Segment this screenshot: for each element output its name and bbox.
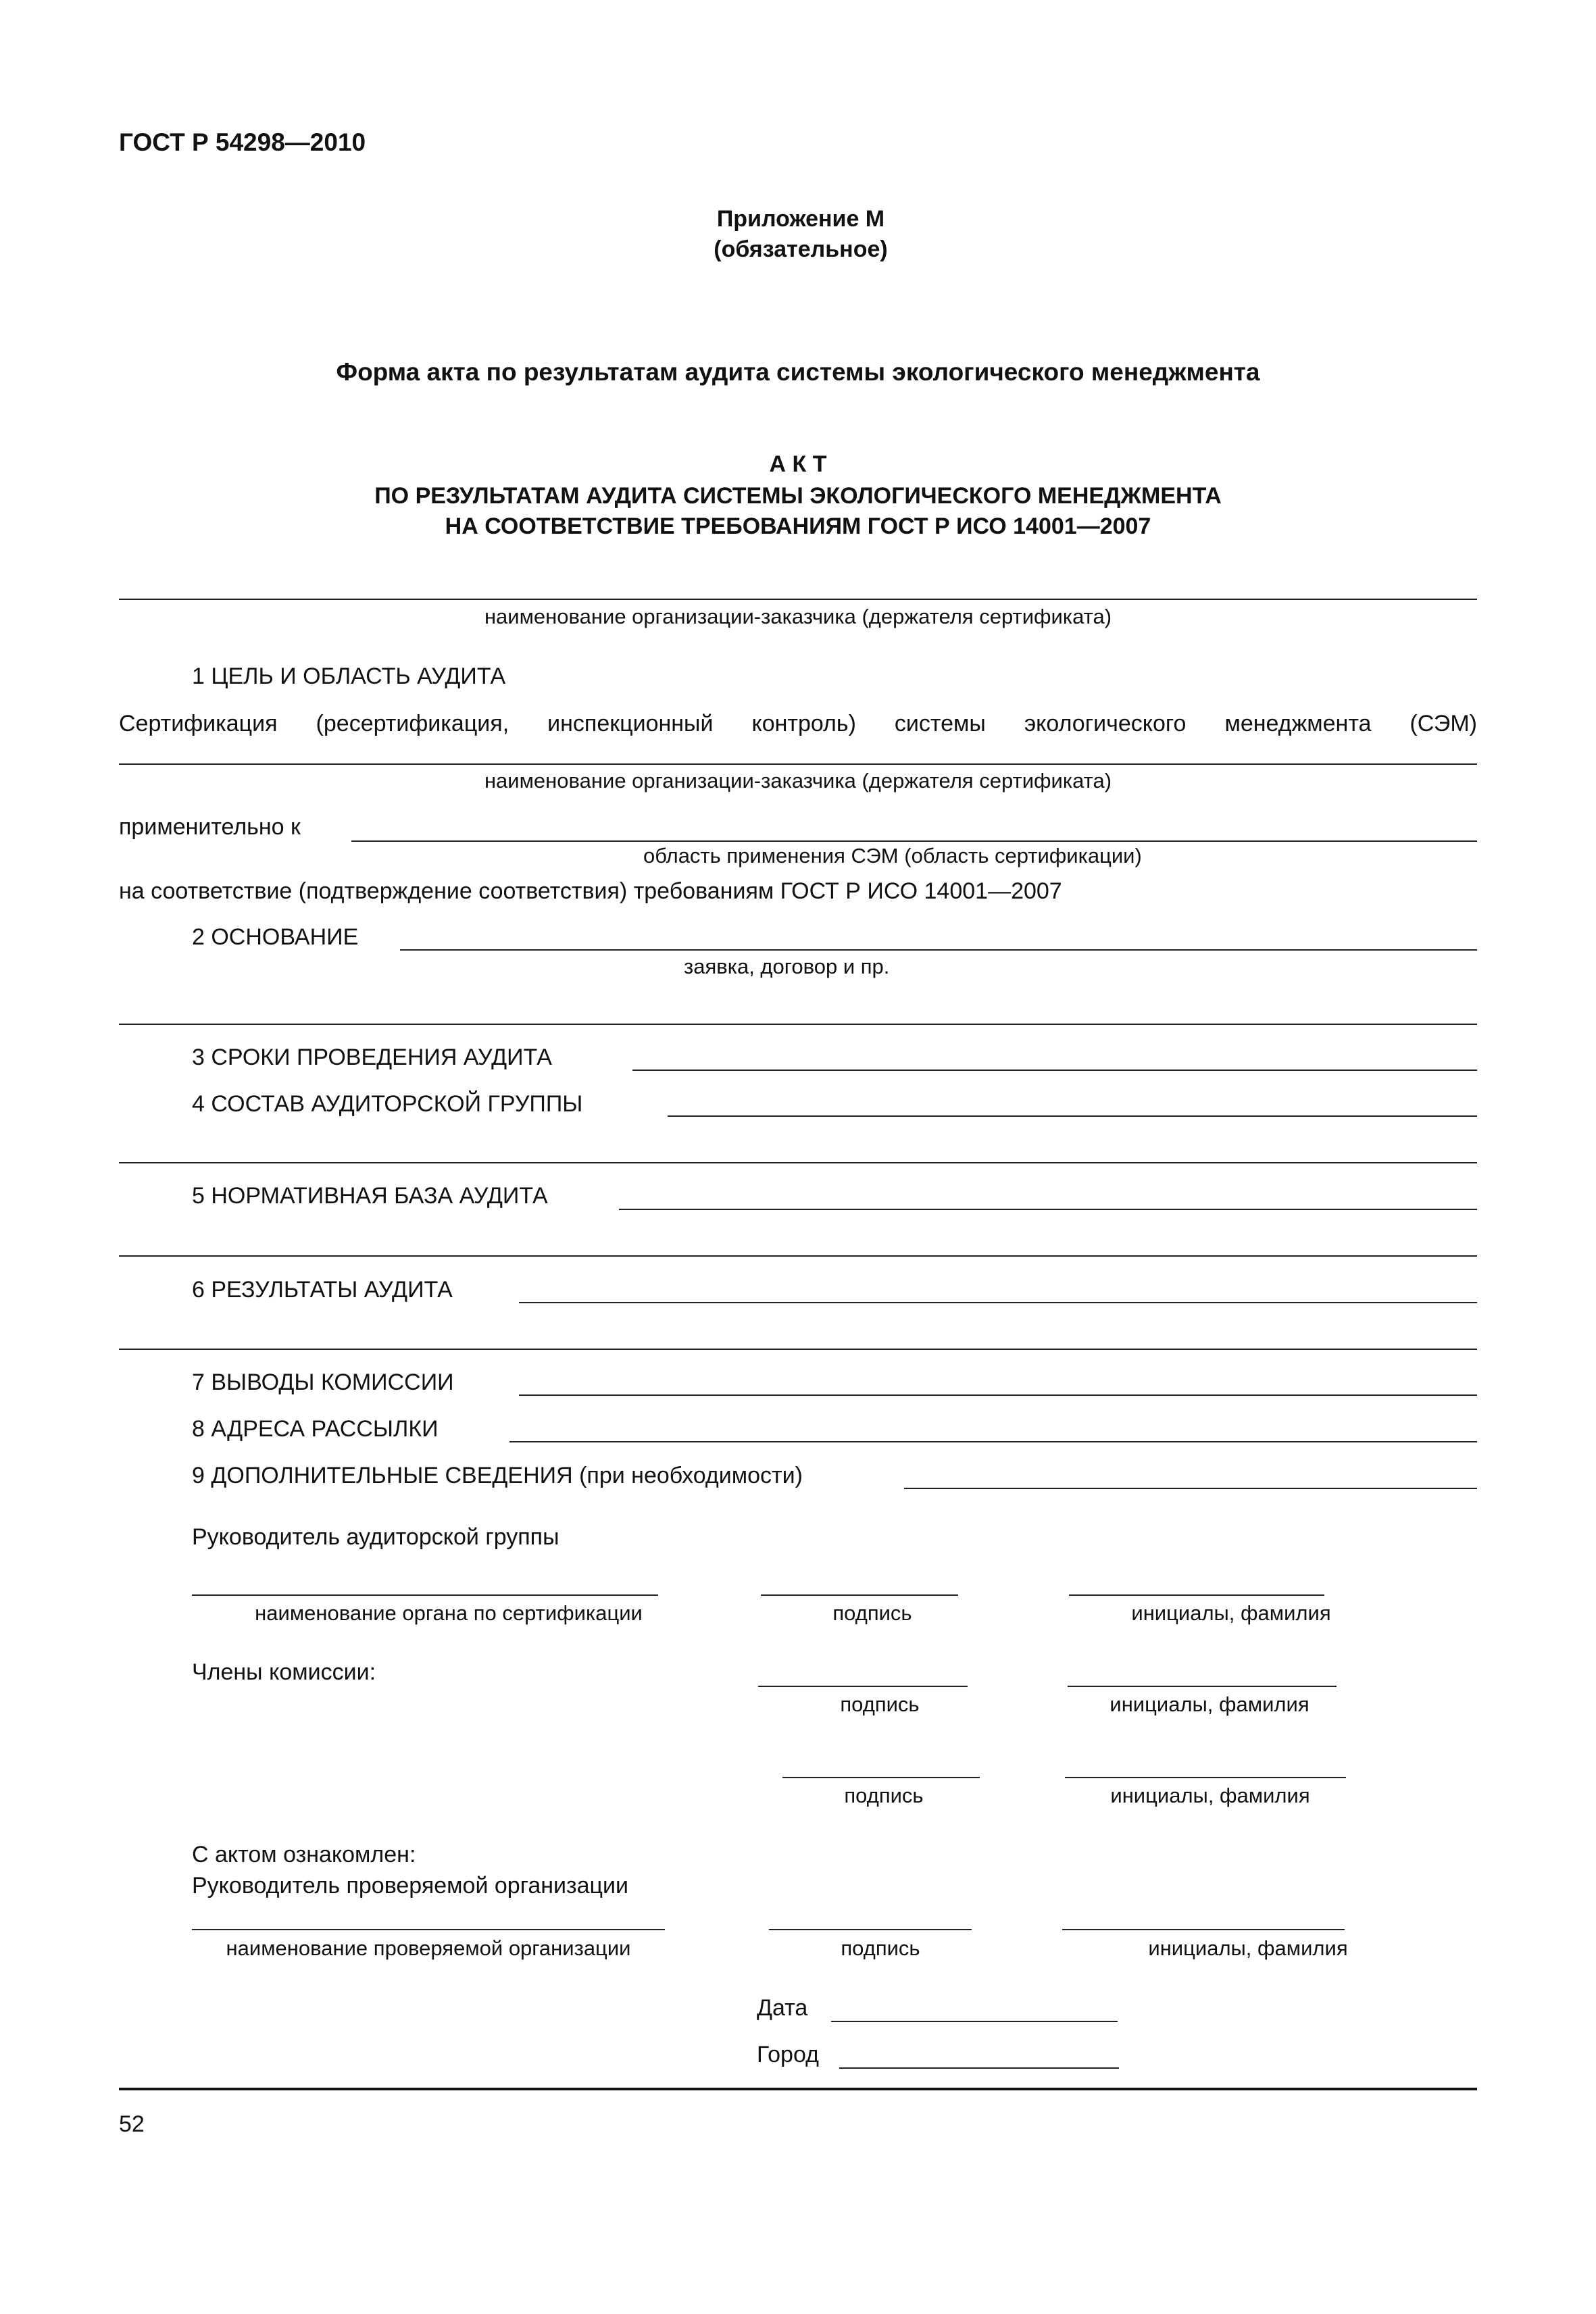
section-3-line — [632, 1070, 1477, 1071]
signature-line-3 — [782, 1777, 980, 1778]
name-line-3 — [1065, 1777, 1346, 1778]
section-8-label: 8 АДРЕСА РАССЫЛКИ — [192, 1416, 439, 1442]
basis-caption: заявка, договор и пр. — [684, 955, 890, 978]
act-subtitle-line1: ПО РЕЗУЛЬТАТАМ АУДИТА СИСТЕМЫ ЭКОЛОГИЧЕСКОГО МЕНЕДЖМЕНТА — [374, 483, 1222, 509]
signature-line-1 — [761, 1594, 958, 1596]
basis-line — [400, 949, 1477, 951]
compliance-text: на соответствие (подтверждение соответствия) требованиям ГОСТ Р ИСО 14001—2007 — [119, 878, 1062, 904]
name-line-2 — [1068, 1686, 1337, 1687]
section-7-line — [519, 1394, 1477, 1396]
org-name-line — [119, 599, 1477, 600]
section-6-label: 6 РЕЗУЛЬТАТЫ АУДИТА — [192, 1277, 453, 1303]
members-label: Члены комиссии: — [192, 1659, 376, 1685]
city-label: Город — [757, 2042, 819, 2067]
city-line — [839, 2067, 1119, 2069]
section-3-label: 3 СРОКИ ПРОВЕДЕНИЯ АУДИТА — [192, 1045, 552, 1070]
audited-org-line — [192, 1929, 665, 1930]
section-9-label: 9 ДОПОЛНИТЕЛЬНЫЕ СВЕДЕНИЯ (при необходимости) — [192, 1463, 803, 1488]
act-subtitle-line2: НА СООТВЕТСТВИЕ ТРЕБОВАНИЯМ ГОСТ Р ИСО 14001—2007 — [445, 513, 1151, 539]
signature-caption-4: подпись — [841, 1936, 920, 1960]
scope-caption: область применения СЭМ (область сертификации) — [643, 844, 1142, 867]
act-title: А К Т — [769, 451, 827, 477]
section-6-line — [519, 1302, 1477, 1303]
applicable-to-label: применительно к — [119, 814, 301, 840]
form-title: Форма акта по результатам аудита системы экологического менеджмента — [336, 358, 1260, 386]
standard-number: ГОСТ Р 54298—2010 — [119, 128, 366, 156]
org-customer-caption: наименование организации-заказчика (держателя сертификата) — [484, 605, 1112, 628]
name-line-4 — [1062, 1929, 1345, 1930]
section-4-line — [668, 1115, 1477, 1117]
date-label: Дата — [757, 1995, 808, 2021]
section-4-label: 4 СОСТАВ АУДИТОРСКОЙ ГРУППЫ — [192, 1091, 583, 1117]
scope-line — [351, 840, 1477, 842]
org-name-line-2 — [119, 763, 1477, 765]
section-5-line — [619, 1209, 1477, 1210]
cert-body-caption: наименование органа по сертификации — [255, 1601, 643, 1625]
section-5-label: 5 НОРМАТИВНАЯ БАЗА АУДИТА — [192, 1183, 548, 1209]
cert-body-line — [192, 1594, 658, 1596]
annex-status: (обязательное) — [714, 236, 888, 262]
section-2-label: 2 ОСНОВАНИЕ — [192, 924, 359, 950]
name-caption-1: инициалы, фамилия — [1131, 1601, 1331, 1625]
signature-caption-3: подпись — [844, 1784, 924, 1807]
section-9-line — [904, 1488, 1477, 1489]
section-1-heading: 1 ЦЕЛЬ И ОБЛАСТЬ АУДИТА — [192, 663, 506, 689]
section-8-line — [509, 1441, 1477, 1442]
date-line — [831, 2021, 1118, 2022]
section-5-line-2 — [119, 1255, 1477, 1257]
signature-line-2 — [758, 1686, 968, 1687]
annex-title: Приложение М — [716, 206, 885, 232]
name-caption-4: инициалы, фамилия — [1148, 1936, 1348, 1960]
org-customer-caption-2: наименование организации-заказчика (держателя сертификата) — [484, 769, 1112, 793]
name-line-1 — [1069, 1594, 1324, 1596]
page-number: 52 — [119, 2111, 145, 2137]
name-caption-3: инициалы, фамилия — [1110, 1784, 1310, 1807]
signature-caption-2: подпись — [840, 1692, 920, 1716]
section-6-line-2 — [119, 1349, 1477, 1350]
lead-auditor-label: Руководитель аудиторской группы — [192, 1524, 559, 1550]
name-caption-2: инициалы, фамилия — [1109, 1692, 1310, 1716]
footer-rule — [119, 2088, 1477, 2090]
signature-line-4 — [769, 1929, 972, 1930]
signature-caption-1: подпись — [832, 1601, 912, 1625]
section-4-line-2 — [119, 1162, 1477, 1163]
acquainted-label: С актом ознакомлен: — [192, 1842, 416, 1867]
audited-head-label: Руководитель проверяемой организации — [192, 1873, 628, 1898]
section-7-label: 7 ВЫВОДЫ КОМИССИИ — [192, 1369, 454, 1395]
section-1-text: Сертификация (ресертификация, инспекционный контроль) системы экологического менеджмента (СЭМ) — [119, 711, 1477, 736]
basis-line-2 — [119, 1024, 1477, 1025]
audited-org-caption: наименование проверяемой организации — [226, 1936, 631, 1960]
